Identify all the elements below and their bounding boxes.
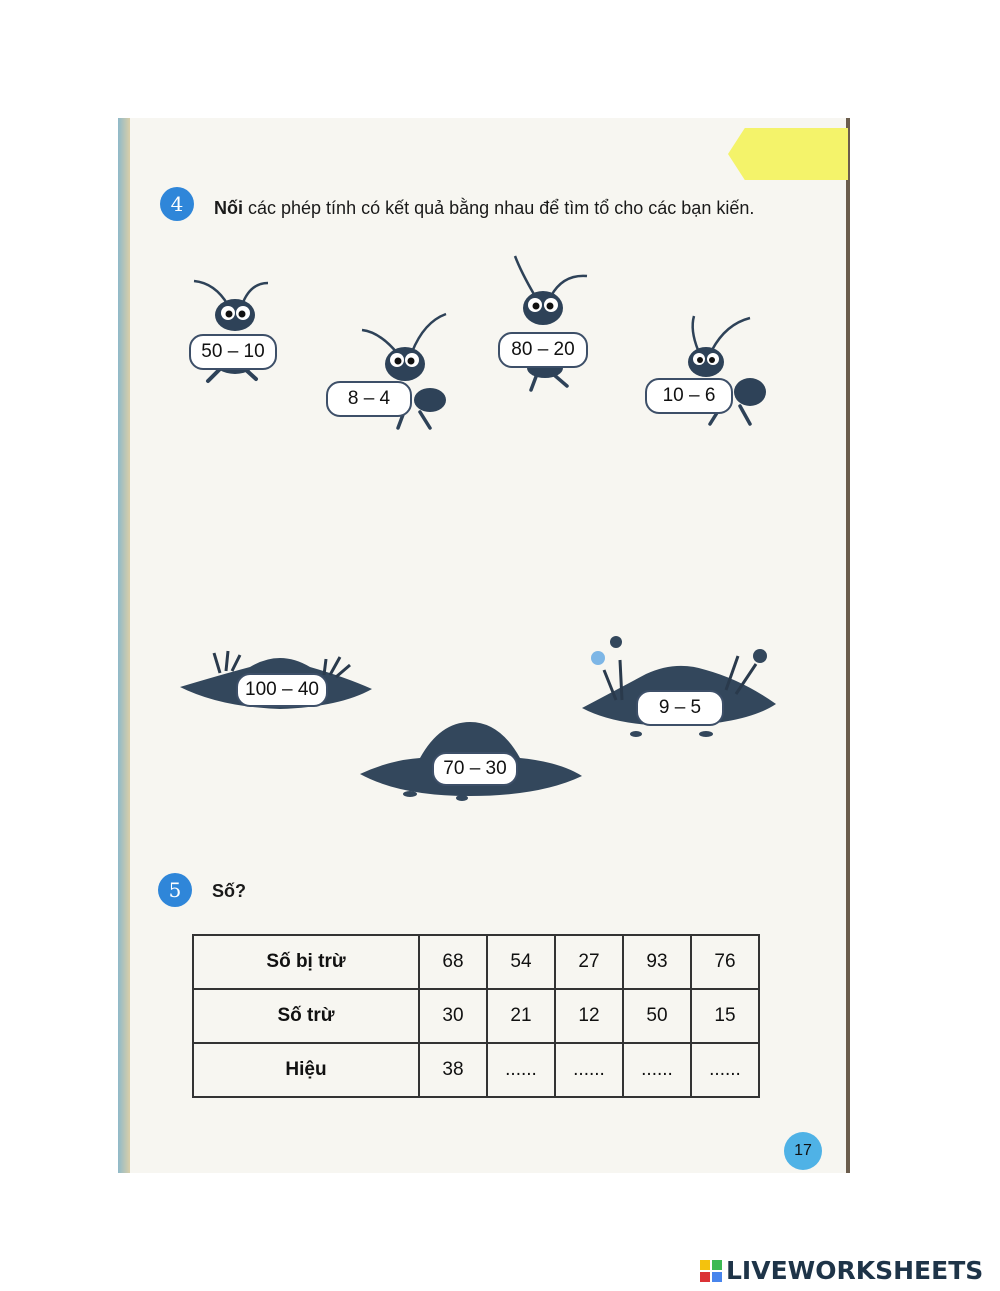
row-label-minuend: Số bị trừ: [193, 935, 419, 989]
page-right-edge: [846, 118, 850, 1173]
row-label-subtrahend: Số trừ: [193, 989, 419, 1043]
table-row: [193, 935, 759, 989]
nest-card-3[interactable]: 9 – 5: [636, 690, 724, 726]
ant-icon: [505, 256, 595, 396]
table-cell: 38: [419, 1043, 487, 1097]
logo-square: [700, 1260, 710, 1270]
exercise-4-prompt-bold: Nối: [214, 198, 243, 218]
table-cell: 50: [623, 989, 691, 1043]
anthill-icon: [576, 630, 781, 745]
table-cell: 12: [555, 989, 623, 1043]
ant-card-4[interactable]: 10 – 6: [645, 378, 733, 414]
table-cell: 76: [691, 935, 759, 989]
logo-square: [712, 1272, 722, 1282]
sticky-note-tab: [728, 128, 848, 180]
table-cell: 27: [555, 935, 623, 989]
page-number: 17: [784, 1132, 822, 1170]
exercise-4-badge: 4: [160, 187, 194, 221]
row-label-difference: Hiệu: [193, 1043, 419, 1097]
liveworksheets-logo-icon: [700, 1260, 722, 1282]
nest-card-1[interactable]: 100 – 40: [236, 673, 328, 707]
exercise-4-prompt: [214, 198, 754, 219]
table-row: [193, 989, 759, 1043]
answer-blank[interactable]: ......: [555, 1043, 623, 1097]
logo-square: [700, 1272, 710, 1282]
answer-blank[interactable]: ......: [623, 1043, 691, 1097]
logo-square: [712, 1260, 722, 1270]
table-cell: 68: [419, 935, 487, 989]
exercise-5-badge: 5: [158, 873, 192, 907]
brand-text: LIVEWORKSHEETS: [726, 1256, 984, 1285]
exercise-4-prompt-rest: các phép tính có kết quả bằng nhau để tìm tổ cho các bạn kiến.: [243, 198, 755, 218]
table-cell: 54: [487, 935, 555, 989]
nest-card-2[interactable]: 70 – 30: [432, 752, 518, 786]
table-cell: 93: [623, 935, 691, 989]
table-cell: 15: [691, 989, 759, 1043]
ant-icon: [660, 312, 770, 432]
exercise-5-prompt: Số?: [212, 881, 246, 901]
answer-blank[interactable]: ......: [691, 1043, 759, 1097]
ant-card-3[interactable]: 80 – 20: [498, 332, 588, 368]
table-cell: 30: [419, 989, 487, 1043]
subtraction-table: [192, 934, 760, 1098]
table-cell: 21: [487, 989, 555, 1043]
answer-blank[interactable]: ......: [487, 1043, 555, 1097]
table-row: [193, 1043, 759, 1097]
ant-card-2[interactable]: 8 – 4: [326, 381, 412, 417]
liveworksheets-brand: [700, 1256, 983, 1285]
page-binding-edge: [118, 118, 130, 1173]
ant-card-1[interactable]: 50 – 10: [189, 334, 277, 370]
